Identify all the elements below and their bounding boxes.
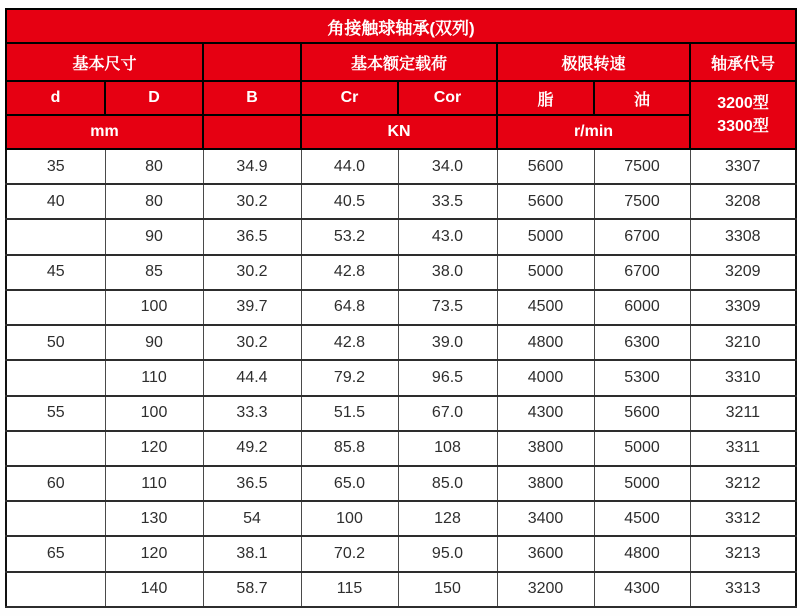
cell-B: 44.4 — [203, 360, 301, 395]
cell-D: 90 — [105, 325, 203, 360]
cell-oil: 5600 — [594, 396, 690, 431]
cell-B: 33.3 — [203, 396, 301, 431]
table-row — [6, 396, 796, 431]
header-unit-mm: mm — [6, 115, 203, 149]
cell-D: 80 — [105, 149, 203, 184]
cell-code: 3208 — [690, 184, 796, 219]
table-row — [6, 572, 796, 607]
cell-oil: 6700 — [594, 255, 690, 290]
group-header-row — [6, 43, 796, 81]
header-col-D: D — [105, 81, 203, 115]
table-row — [6, 290, 796, 325]
cell-B: 36.5 — [203, 466, 301, 501]
cell-d — [6, 431, 105, 466]
header-basic-dimensions: 基本尺寸 — [6, 43, 203, 81]
header-col-grease: 脂 — [497, 81, 594, 115]
data-rows — [6, 149, 796, 607]
cell-code: 3213 — [690, 536, 796, 571]
cell-B: 58.7 — [203, 572, 301, 607]
cell-Cor: 39.0 — [398, 325, 497, 360]
cell-D: 140 — [105, 572, 203, 607]
cell-code: 3307 — [690, 149, 796, 184]
cell-d: 50 — [6, 325, 105, 360]
cell-grease: 4300 — [497, 396, 594, 431]
cell-Cr: 40.5 — [301, 184, 398, 219]
cell-D: 120 — [105, 536, 203, 571]
cell-D: 100 — [105, 396, 203, 431]
cell-oil: 6700 — [594, 219, 690, 254]
header-b-spacer — [203, 43, 301, 81]
cell-Cor: 73.5 — [398, 290, 497, 325]
cell-d: 60 — [6, 466, 105, 501]
table-row — [6, 536, 796, 571]
cell-D: 130 — [105, 501, 203, 536]
cell-Cr: 64.8 — [301, 290, 398, 325]
cell-d — [6, 572, 105, 607]
cell-oil: 4500 — [594, 501, 690, 536]
header-limit-speed: 极限转速 — [497, 43, 690, 81]
cell-grease: 3800 — [497, 466, 594, 501]
cell-code: 3309 — [690, 290, 796, 325]
cell-d: 65 — [6, 536, 105, 571]
table-row — [6, 431, 796, 466]
cell-Cor: 108 — [398, 431, 497, 466]
table-row — [6, 466, 796, 501]
cell-oil: 7500 — [594, 149, 690, 184]
cell-Cor: 128 — [398, 501, 497, 536]
cell-Cor: 96.5 — [398, 360, 497, 395]
cell-Cor: 33.5 — [398, 184, 497, 219]
header-unit-kn: KN — [301, 115, 497, 149]
cell-d — [6, 360, 105, 395]
cell-code: 3308 — [690, 219, 796, 254]
cell-grease: 5600 — [497, 149, 594, 184]
cell-B: 30.2 — [203, 325, 301, 360]
cell-D: 85 — [105, 255, 203, 290]
cell-Cor: 38.0 — [398, 255, 497, 290]
cell-Cor: 150 — [398, 572, 497, 607]
table-row — [6, 255, 796, 290]
cell-Cr: 44.0 — [301, 149, 398, 184]
cell-code: 3311 — [690, 431, 796, 466]
header-code-types — [690, 81, 796, 149]
cell-Cr: 65.0 — [301, 466, 398, 501]
cell-oil: 5300 — [594, 360, 690, 395]
header-col-Cor: Cor — [398, 81, 497, 115]
cell-Cr: 53.2 — [301, 219, 398, 254]
header-col-oil: 油 — [594, 81, 690, 115]
cell-code: 3310 — [690, 360, 796, 395]
cell-oil: 6300 — [594, 325, 690, 360]
cell-oil: 4300 — [594, 572, 690, 607]
code-type-3200: 3200型 — [717, 94, 769, 112]
header-unit-rpm: r/min — [497, 115, 690, 149]
cell-code: 3211 — [690, 396, 796, 431]
unit-header-row — [6, 115, 796, 149]
cell-B: 30.2 — [203, 184, 301, 219]
header-load-rating: 基本额定载荷 — [301, 43, 497, 81]
cell-Cor: 67.0 — [398, 396, 497, 431]
cell-d — [6, 501, 105, 536]
cell-grease: 3800 — [497, 431, 594, 466]
cell-D: 120 — [105, 431, 203, 466]
cell-Cor: 95.0 — [398, 536, 497, 571]
cell-d: 55 — [6, 396, 105, 431]
header-unit-b-spacer — [203, 115, 301, 149]
cell-code: 3313 — [690, 572, 796, 607]
cell-d: 45 — [6, 255, 105, 290]
cell-Cr: 70.2 — [301, 536, 398, 571]
cell-oil: 4800 — [594, 536, 690, 571]
cell-Cor: 34.0 — [398, 149, 497, 184]
cell-d — [6, 290, 105, 325]
title-row — [6, 9, 796, 43]
cell-B: 38.1 — [203, 536, 301, 571]
cell-grease: 4800 — [497, 325, 594, 360]
bearing-spec-table — [5, 8, 797, 608]
cell-Cr: 100 — [301, 501, 398, 536]
cell-Cr: 85.8 — [301, 431, 398, 466]
cell-Cor: 85.0 — [398, 466, 497, 501]
cell-grease: 4000 — [497, 360, 594, 395]
cell-B: 39.7 — [203, 290, 301, 325]
cell-Cr: 79.2 — [301, 360, 398, 395]
cell-Cr: 115 — [301, 572, 398, 607]
table-row — [6, 325, 796, 360]
cell-code: 3312 — [690, 501, 796, 536]
cell-d: 40 — [6, 184, 105, 219]
cell-B: 49.2 — [203, 431, 301, 466]
cell-oil: 5000 — [594, 431, 690, 466]
header-col-B: B — [203, 81, 301, 115]
cell-oil: 5000 — [594, 466, 690, 501]
cell-grease: 3400 — [497, 501, 594, 536]
cell-oil: 7500 — [594, 184, 690, 219]
header-bearing-code: 轴承代号 — [690, 43, 796, 81]
cell-B: 36.5 — [203, 219, 301, 254]
cell-grease: 3200 — [497, 572, 594, 607]
cell-code: 3209 — [690, 255, 796, 290]
table-title: 角接触球轴承(双列) — [6, 9, 796, 43]
code-type-3300: 3300型 — [717, 118, 769, 135]
cell-Cor: 43.0 — [398, 219, 497, 254]
cell-Cr: 42.8 — [301, 325, 398, 360]
table-row — [6, 501, 796, 536]
cell-D: 110 — [105, 360, 203, 395]
cell-code: 3210 — [690, 325, 796, 360]
cell-B: 30.2 — [203, 255, 301, 290]
cell-B: 54 — [203, 501, 301, 536]
cell-D: 110 — [105, 466, 203, 501]
cell-B: 34.9 — [203, 149, 301, 184]
table-row — [6, 149, 796, 184]
cell-d — [6, 219, 105, 254]
cell-D: 90 — [105, 219, 203, 254]
table-row — [6, 360, 796, 395]
column-header-row — [6, 81, 796, 115]
cell-Cr: 51.5 — [301, 396, 398, 431]
header-col-d: d — [6, 81, 105, 115]
table-row — [6, 219, 796, 254]
cell-grease: 5000 — [497, 219, 594, 254]
cell-Cr: 42.8 — [301, 255, 398, 290]
cell-D: 100 — [105, 290, 203, 325]
cell-grease: 4500 — [497, 290, 594, 325]
table-row — [6, 184, 796, 219]
cell-oil: 6000 — [594, 290, 690, 325]
cell-grease: 3600 — [497, 536, 594, 571]
cell-grease: 5000 — [497, 255, 594, 290]
cell-d: 35 — [6, 149, 105, 184]
cell-grease: 5600 — [497, 184, 594, 219]
table-header — [6, 9, 796, 149]
header-col-Cr: Cr — [301, 81, 398, 115]
cell-code: 3212 — [690, 466, 796, 501]
cell-D: 80 — [105, 184, 203, 219]
